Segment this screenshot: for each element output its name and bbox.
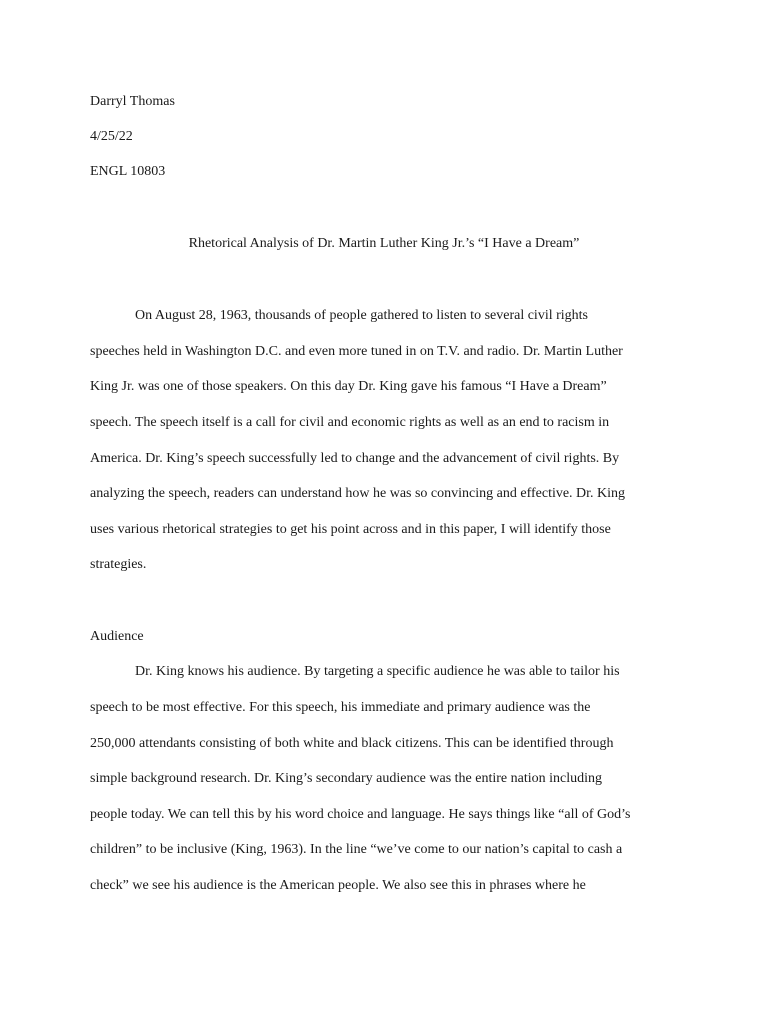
intro-line: speeches held in Washington D.C. and even more tuned in on T.V. and radio. Dr. Martin Luther [90,344,623,359]
audience-line: Dr. King knows his audience. By targeting a specific audience he was able to tailor his [135,664,620,679]
course-code: ENGL 10803 [90,164,166,179]
intro-line: analyzing the speech, readers can understand how he was so convincing and effective. Dr. King [90,486,626,501]
intro-line: King Jr. was one of those speakers. On this day Dr. King gave his famous “I Have a Dream” [90,379,607,394]
intro-line: speech. The speech itself is a call for civil and economic rights as well as an end to racism in [90,415,610,430]
audience-line: 250,000 attendants consisting of both white and black citizens. This can be identified through [90,736,614,751]
document-date: 4/25/22 [90,129,133,144]
section-heading-audience: Audience [90,629,144,644]
intro-line: On August 28, 1963, thousands of people gathered to listen to several civil rights [135,308,588,323]
intro-line: America. Dr. King’s speech successfully led to change and the advancement of civil rights. By [90,451,620,466]
document-title: Rhetorical Analysis of Dr. Martin Luther King Jr.’s “I Have a Dream” [188,236,580,251]
audience-line: people today. We can tell this by his word choice and language. He says things like “all of God’s [90,807,631,822]
intro-line: uses various rhetorical strategies to get his point across and in this paper, I will identify those [90,522,611,537]
intro-line: strategies. [90,557,147,572]
audience-line: speech to be most effective. For this speech, his immediate and primary audience was the [90,700,591,715]
audience-line: check” we see his audience is the American people. We also see this in phrases where he [90,878,586,893]
audience-line: children” to be inclusive (King, 1963). In the line “we’ve come to our nation’s capital to cash a [90,842,623,857]
author-name: Darryl Thomas [90,94,175,109]
audience-line: simple background research. Dr. King’s secondary audience was the entire nation including [90,771,603,786]
